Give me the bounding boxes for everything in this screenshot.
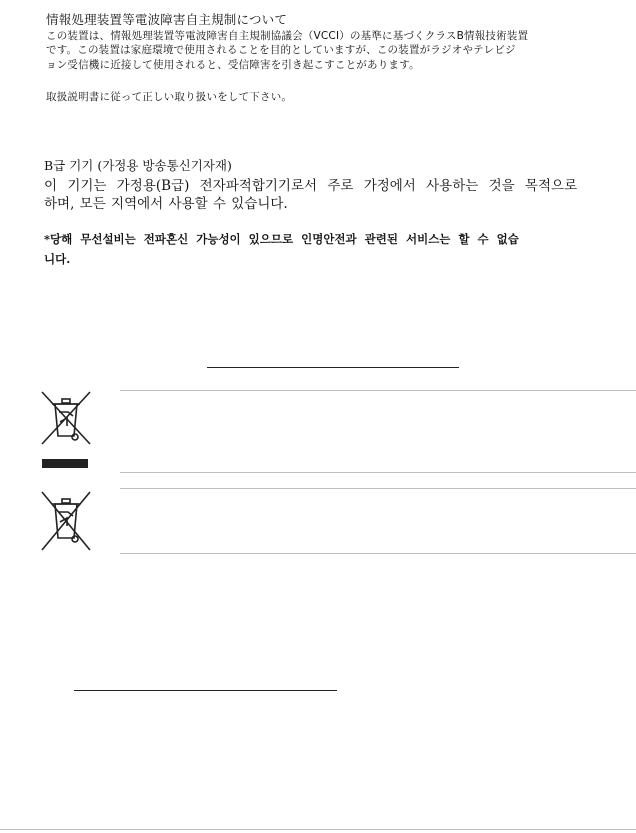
section-divider — [74, 690, 337, 691]
vcci-notice-instruction: 取扱説明書に従って正しい取り扱いをして下さい。 — [46, 91, 293, 103]
kc-notice-body-line: 이 기기는 가정용(B급) 전자파적합기기로서 주로 가정에서 사용하는 것을 목적으로 — [44, 178, 578, 194]
weee-section-top-border — [120, 488, 636, 489]
kc-notice-heading: B급 기기 (가정용 방송통신기자재) — [44, 158, 232, 173]
vcci-notice-line: ョン受信機に近接して使用されると、受信障害を引き起こすことがあります。 — [46, 59, 420, 71]
kc-notice-body-line: 하며, 모든 지역에서 사용할 수 있습니다. — [44, 196, 288, 212]
weee-section-bottom-border — [120, 472, 636, 473]
vcci-notice-line: です。この装置は家庭環境で使用されることを目的としていますが、この装置がラジオやテレビジ — [46, 44, 516, 56]
weee-black-bar — [42, 459, 88, 468]
crossed-out-wheelie-bin-icon — [40, 390, 92, 448]
kc-notice-warning-line: 니다. — [44, 252, 71, 266]
weee-section-top-border — [120, 390, 636, 391]
weee-section-bottom-border — [120, 553, 636, 554]
page-bottom-border — [0, 829, 636, 830]
kc-notice-warning-line: *당해 무선설비는 전파혼신 가능성이 있으므로 인명안전과 관련된 서비스는 할 수 없습 — [44, 232, 519, 246]
vcci-notice-line: この装置は、情報処理装置等電波障害自主規制協議会（VCCI）の基準に基づくクラスB情報技術装置 — [46, 30, 529, 42]
section-divider — [207, 367, 459, 368]
vcci-notice-title: 情報処理装置等電波障害自主規制について — [46, 12, 288, 27]
crossed-out-wheelie-bin-icon — [40, 490, 92, 548]
